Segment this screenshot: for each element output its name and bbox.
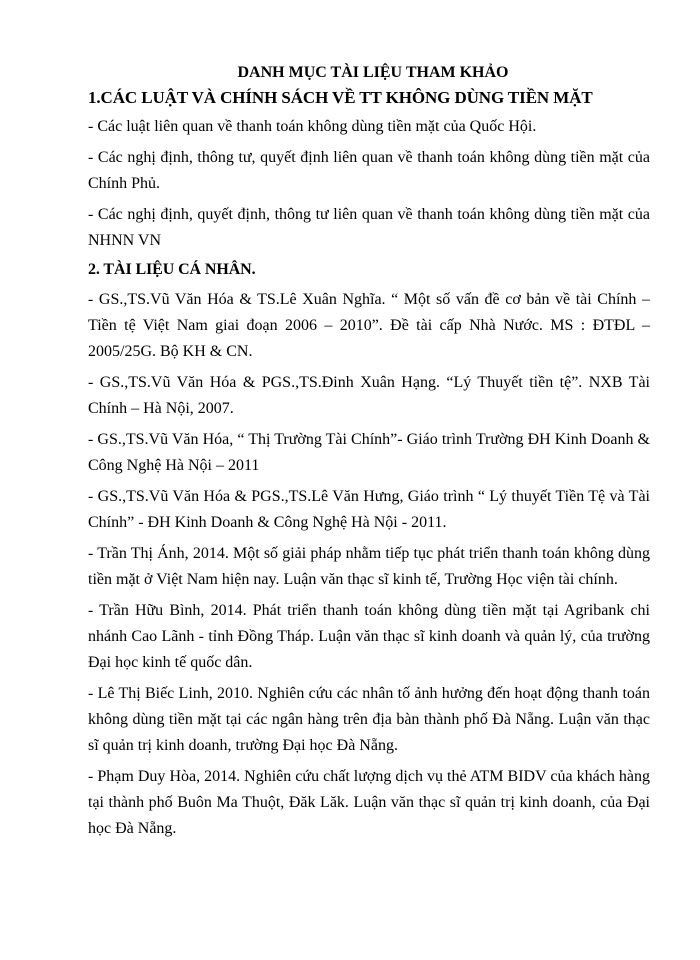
reference-item: - Các luật liên quan về thanh toán không dùng tiền mặt của Quốc Hội.: [88, 118, 537, 135]
reference-item: - Các nghị định, quyết định, thông tư liên quan về thanh toán không dùng tiền mặt của NHNN VN: [88, 206, 650, 249]
reference-item: - GS.,TS.Vũ Văn Hóa & PGS.,TS.Lê Văn Hưng, Giáo trình “ Lý thuyết Tiền Tệ và Tài Chính” - ĐH Kinh Doanh & Công Nghệ Hà Nội - 2011.: [88, 488, 650, 531]
section-heading: 2. TÀI LIỆU CÁ NHÂN.: [88, 261, 256, 278]
reference-item: - Phạm Duy Hòa, 2014. Nghiên cứu chất lượng dịch vụ thẻ ATM BIDV của khách hàng tại thành phố Buôn Ma Thuột, Đăk Lăk. Luận văn thạc sĩ quản trị kinh doanh, của Đại học Đà Nẵng.: [88, 768, 650, 837]
section-heading: 1.CÁC LUẬT VÀ CHÍNH SÁCH VỀ TT KHÔNG DÙNG TIỀN MẶT: [88, 88, 593, 107]
reference-item: - GS.,TS.Vũ Văn Hóa & TS.Lê Xuân Nghĩa. “ Một số vấn đề cơ bản về tài Chính – Tiền tệ Việt Nam giai đoạn 2006 – 2010”. Đề tài cấp Nhà Nước. MS : ĐTĐL – 2005/25G. Bộ KH & CN.: [88, 291, 650, 360]
page-title: DANH MỤC TÀI LIỆU THAM KHẢO: [237, 64, 509, 81]
reference-item: - Trần Thị Ánh, 2014. Một số giải pháp nhằm tiếp tục phát triển thanh toán không dùng tiền mặt ở Việt Nam hiện nay. Luận văn thạc sĩ kinh tế, Trường Học viện tài chính.: [88, 545, 650, 588]
reference-item: - GS.,TS.Vũ Văn Hóa & PGS.,TS.Đinh Xuân Hạng. “Lý Thuyết tiền tệ”. NXB Tài Chính – Hà Nội, 2007.: [88, 374, 650, 417]
reference-item: - Trần Hữu Bình, 2014. Phát triển thanh toán không dùng tiền mặt tại Agribank chi nhánh Cao Lãnh - tỉnh Đồng Tháp. Luận văn thạc sĩ kinh doanh và quản lý, của trường Đại học kinh tế quốc dân.: [88, 602, 650, 671]
reference-item: - Các nghị định, thông tư, quyết định liên quan về thanh toán không dùng tiền mặt của Chính Phủ.: [88, 149, 650, 192]
reference-item: - GS.,TS.Vũ Văn Hóa, “ Thị Trường Tài Chính”- Giáo trình Trường ĐH Kinh Doanh & Công Nghệ Hà Nội – 2011: [88, 431, 650, 474]
reference-item: - Lê Thị Biếc Linh, 2010. Nghiên cứu các nhân tố ảnh hưởng đến hoạt động thanh toán không dùng tiền mặt tại các ngân hàng trên địa bàn thành phố Đà Nẵng. Luận văn thạc sĩ quản trị kinh doanh, trường Đại học Đà Nẵng.: [88, 685, 650, 754]
section-laws: [88, 87, 650, 254]
section-personal-documents: [88, 259, 650, 842]
